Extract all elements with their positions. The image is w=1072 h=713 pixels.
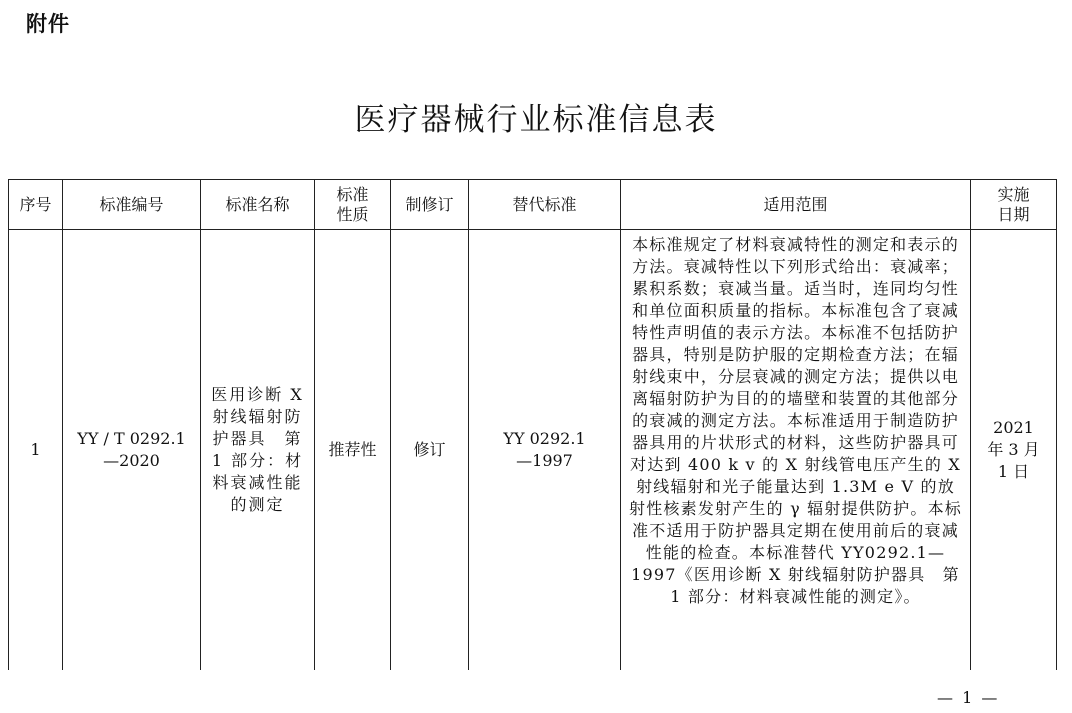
page-title: 医疗器械行业标准信息表: [354, 102, 718, 138]
cell-seq: 1: [9, 230, 63, 671]
cell-revision: 修订: [391, 230, 469, 671]
cell-replace: YY 0292.1—1997: [469, 230, 621, 671]
cell-date: 2021 年 3 月 1 日: [971, 230, 1057, 671]
header-std-name: 标准名称: [201, 180, 315, 230]
header-revision: 制修订: [391, 180, 469, 230]
table-header-row: [9, 180, 1057, 230]
cell-scope: 本标准规定了材料衰减特性的测定和表示的方法。衰减特性以下列形式给出：衰减率；累积系数；衰减当量。适当时，连同均匀性和单位面积质量的指标。本标准包含了衰减特性声明值的表示方法。本标准不包括防护器具，特别是防护服的定期检查方法；在辐射线束中，分层衰减的测定方法；提供以电离辐射防护为目的的墙壁和装置的其他部分的衰减的测定方法。本标准适用于制造防护器具用的片状形式的材料，这些防护器具可对达到 400 k v 的 X 射线管电压产生的 X 射线辐射和光子能量达到 1.3M e V 的放射性核素发射产生的 γ 辐射提供防护。本标准不适用于防护器具定期在使用前后的衰减性能的检查。本标准替代 YY0292.1—1997《医用诊断 X 射线辐射防护器具 第 1 部分：材料衰减性能的测定》。: [621, 230, 971, 671]
cell-nature: 推荐性: [315, 230, 391, 671]
page-number: — 1 —: [937, 688, 1000, 707]
header-seq: 序号: [9, 180, 63, 230]
header-date: 实施日期: [971, 180, 1057, 230]
header-std-no: 标准编号: [63, 180, 201, 230]
header-nature: 标准性质: [315, 180, 391, 230]
standards-table: [8, 179, 1057, 670]
cell-std-no: YY / T 0292.1—2020: [63, 230, 201, 671]
attachment-label: 附件: [26, 12, 70, 36]
table-row: [9, 230, 1057, 671]
header-scope: 适用范围: [621, 180, 971, 230]
header-replace: 替代标准: [469, 180, 621, 230]
cell-std-name: 医用诊断 X 射线辐射防护器具 第 1 部分：材料衰减性能的测定: [201, 230, 315, 671]
